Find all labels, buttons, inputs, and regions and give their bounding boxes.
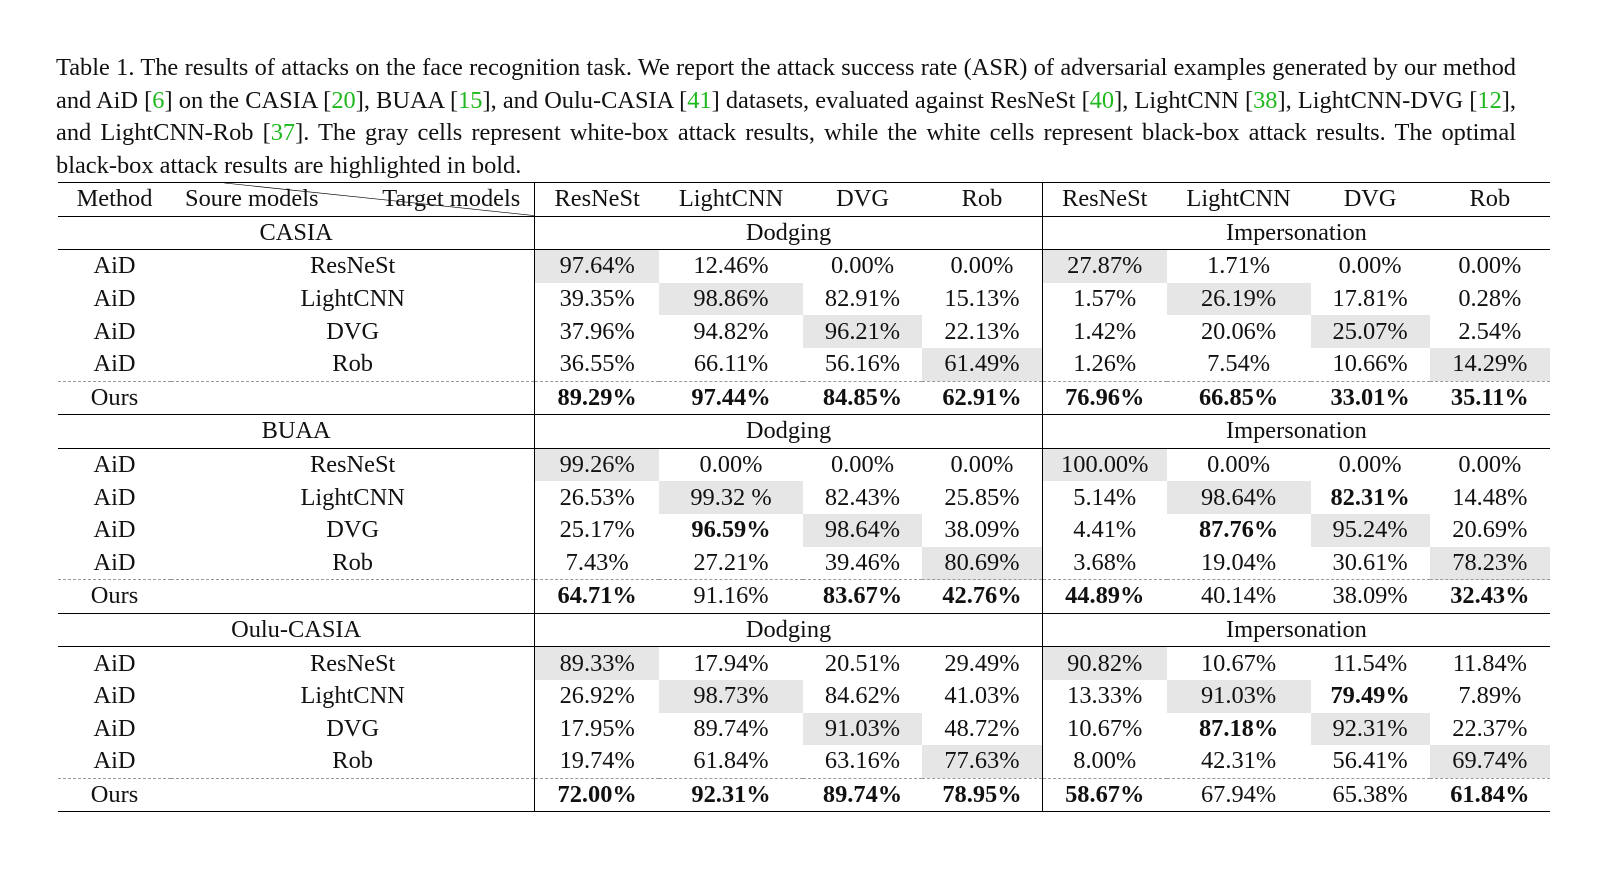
caption-text: ], LightCNN [ xyxy=(1114,86,1254,114)
dataset-label: Oulu-CASIA xyxy=(58,613,535,647)
asr-value-cell: 66.85% xyxy=(1167,381,1311,415)
asr-value-cell: 0.00% xyxy=(831,451,895,479)
asr-value-cell: 97.44% xyxy=(659,381,803,415)
method-cell: AiD xyxy=(93,317,136,345)
asr-value-cell: 61.84% xyxy=(1430,778,1550,812)
asr-value-cell: 98.64% xyxy=(1167,481,1311,514)
asr-value-cell: 39.46% xyxy=(824,548,901,576)
header-model: LightCNN xyxy=(659,183,803,217)
citation-link[interactable]: 12 xyxy=(1477,86,1502,114)
source-model-cell: DVG xyxy=(326,317,380,345)
source-model-cell: DVG xyxy=(326,516,380,544)
asr-value-cell: 89.74% xyxy=(693,714,769,742)
source-model-cell: LightCNN xyxy=(300,483,405,511)
asr-value-cell: 10.67% xyxy=(1200,649,1277,677)
asr-value-cell: 0.00% xyxy=(699,451,763,479)
asr-value-cell: 92.31% xyxy=(659,778,803,812)
asr-value-cell: 72.00% xyxy=(535,778,659,812)
citation-link[interactable]: 38 xyxy=(1253,86,1278,114)
asr-value-cell: 25.85% xyxy=(944,483,1020,511)
method-cell: AiD xyxy=(93,451,136,479)
table-row xyxy=(58,283,1550,316)
asr-value-cell: 64.71% xyxy=(535,580,659,614)
asr-value-cell: 1.71% xyxy=(1207,252,1271,280)
asr-value-cell: 96.21% xyxy=(803,315,922,348)
method-cell: AiD xyxy=(93,483,136,511)
caption-text: ], and Oulu-CASIA [ xyxy=(482,86,688,114)
asr-value-cell: 90.82% xyxy=(1042,647,1166,680)
asr-value-cell: 66.11% xyxy=(693,350,769,378)
method-cell: AiD xyxy=(93,649,136,677)
asr-value-cell: 10.67% xyxy=(1042,713,1166,746)
asr-value-cell: 26.53% xyxy=(535,481,659,514)
asr-value-cell: 7.89% xyxy=(1458,682,1522,710)
asr-value-cell: 56.16% xyxy=(824,350,901,378)
caption-text: ] on the CASIA [ xyxy=(164,86,332,114)
table-row xyxy=(58,448,1550,481)
asr-value-cell: 0.00% xyxy=(1338,252,1402,280)
citation-link[interactable]: 6 xyxy=(152,86,165,114)
asr-value-cell: 42.76% xyxy=(922,580,1042,614)
asr-value-cell: 95.24% xyxy=(1311,514,1430,547)
source-model-cell: LightCNN xyxy=(300,682,405,710)
asr-value-cell: 30.61% xyxy=(1332,548,1408,576)
asr-value-cell: 98.86% xyxy=(659,283,803,316)
asr-value-cell: 83.67% xyxy=(803,580,922,614)
asr-value-cell: 14.29% xyxy=(1430,348,1550,381)
method-cell: Ours xyxy=(58,778,171,812)
asr-value-cell: 26.19% xyxy=(1167,283,1311,316)
asr-value-cell: 11.84% xyxy=(1452,649,1527,677)
header-model: Rob xyxy=(1430,183,1550,217)
asr-value-cell: 15.13% xyxy=(944,285,1020,313)
asr-value-cell: 38.09% xyxy=(944,516,1020,544)
asr-value-cell: 67.94% xyxy=(1167,778,1311,812)
asr-value-cell: 13.33% xyxy=(1042,680,1166,713)
table-row xyxy=(58,481,1550,514)
method-cell: Ours xyxy=(58,381,171,415)
asr-value-cell: 27.87% xyxy=(1042,250,1166,283)
impersonation-label: Impersonation xyxy=(1042,613,1550,647)
asr-value-cell: 69.74% xyxy=(1430,745,1550,778)
table-row xyxy=(58,381,1550,415)
asr-value-cell: 0.00% xyxy=(950,252,1014,280)
asr-value-cell: 27.21% xyxy=(693,548,769,576)
table-row xyxy=(58,745,1550,778)
table-row xyxy=(58,713,1550,746)
impersonation-label: Impersonation xyxy=(1042,415,1550,449)
asr-value-cell: 0.00% xyxy=(1338,451,1402,479)
table-caption xyxy=(56,52,1516,182)
asr-value-cell: 40.14% xyxy=(1167,580,1311,614)
asr-value-cell: 39.35% xyxy=(535,283,659,316)
asr-value-cell: 82.43% xyxy=(824,483,901,511)
caption-text: ] datasets, evaluated against ResNeSt [ xyxy=(711,86,1090,114)
asr-value-cell: 91.03% xyxy=(803,713,922,746)
asr-value-cell: 17.81% xyxy=(1332,285,1408,313)
asr-value-cell: 99.26% xyxy=(535,448,659,481)
header-target-models: Target models xyxy=(382,185,521,212)
citation-link[interactable]: 40 xyxy=(1089,86,1115,114)
asr-value-cell: 26.92% xyxy=(535,680,659,713)
dodging-label: Dodging xyxy=(535,613,1043,647)
asr-value-cell: 48.72% xyxy=(944,714,1020,742)
header-row xyxy=(58,183,1550,217)
source-model-cell: ResNeSt xyxy=(309,649,396,677)
asr-value-cell: 35.11% xyxy=(1430,381,1550,415)
method-cell: AiD xyxy=(93,747,136,775)
asr-value-cell: 36.55% xyxy=(535,348,659,381)
asr-value-cell: 89.33% xyxy=(535,647,659,680)
asr-value-cell: 99.32 % xyxy=(659,481,803,514)
table-row xyxy=(58,250,1550,283)
table-row xyxy=(58,680,1550,713)
asr-value-cell: 1.26% xyxy=(1042,348,1166,381)
asr-value-cell: 8.00% xyxy=(1042,745,1166,778)
asr-value-cell: 17.94% xyxy=(693,649,769,677)
asr-value-cell: 94.82% xyxy=(693,317,769,345)
asr-value-cell: 87.76% xyxy=(1198,516,1279,544)
asr-value-cell: 62.91% xyxy=(922,381,1042,415)
asr-value-cell: 1.42% xyxy=(1042,315,1166,348)
asr-value-cell: 84.62% xyxy=(824,682,901,710)
asr-value-cell: 7.54% xyxy=(1207,350,1271,378)
results-table xyxy=(58,182,1550,812)
asr-value-cell: 29.49% xyxy=(944,649,1020,677)
asr-value-cell: 12.46% xyxy=(693,252,769,280)
header-model: DVG xyxy=(803,183,922,217)
header-diagonal-cell xyxy=(171,183,535,217)
asr-value-cell: 32.43% xyxy=(1430,580,1550,614)
source-model-cell xyxy=(171,580,535,614)
asr-value-cell: 5.14% xyxy=(1042,481,1166,514)
impersonation-label: Impersonation xyxy=(1042,216,1550,250)
dataset-label: CASIA xyxy=(58,216,535,250)
table-row xyxy=(58,580,1550,614)
asr-value-cell: 89.74% xyxy=(803,778,922,812)
method-cell: AiD xyxy=(93,516,136,544)
asr-value-cell: 61.49% xyxy=(922,348,1042,381)
asr-value-cell: 96.59% xyxy=(691,516,771,544)
asr-value-cell: 79.49% xyxy=(1330,682,1410,710)
caption-text: ]. The gray cells represent white-box attack results, while the white cells represent black-box attack results. The optimal black-box attack results are highlighted in bold. xyxy=(56,119,1517,179)
asr-value-cell: 98.64% xyxy=(803,514,922,547)
header-source-models: Soure models xyxy=(185,184,319,212)
table-row xyxy=(58,514,1550,547)
method-cell: Ours xyxy=(58,580,171,614)
asr-value-cell: 3.68% xyxy=(1042,547,1166,580)
header-model: ResNeSt xyxy=(1042,183,1166,217)
section-header-row xyxy=(58,415,1550,449)
source-model-cell: LightCNN xyxy=(300,285,405,313)
asr-value-cell: 0.28% xyxy=(1458,285,1522,313)
source-model-cell: Rob xyxy=(332,350,373,378)
asr-value-cell: 0.00% xyxy=(1458,451,1522,479)
asr-value-cell: 4.41% xyxy=(1042,514,1166,547)
asr-value-cell: 80.69% xyxy=(922,547,1042,580)
caption-text: ], and LightCNN-Rob [ xyxy=(56,86,1517,147)
asr-value-cell: 22.37% xyxy=(1452,714,1528,742)
asr-value-cell: 2.54% xyxy=(1458,317,1522,345)
asr-value-cell: 82.31% xyxy=(1330,483,1410,511)
asr-value-cell: 41.03% xyxy=(944,682,1020,710)
asr-value-cell: 78.23% xyxy=(1430,547,1550,580)
method-cell: AiD xyxy=(93,682,136,710)
header-model: DVG xyxy=(1311,183,1430,217)
asr-value-cell: 14.48% xyxy=(1452,483,1528,511)
source-model-cell: DVG xyxy=(326,714,380,742)
asr-value-cell: 20.69% xyxy=(1452,516,1528,544)
dataset-label: BUAA xyxy=(58,415,535,449)
header-model: LightCNN xyxy=(1167,183,1311,217)
asr-value-cell: 37.96% xyxy=(535,315,659,348)
asr-value-cell: 61.84% xyxy=(693,747,769,775)
asr-value-cell: 56.41% xyxy=(1332,747,1408,775)
asr-value-cell: 22.13% xyxy=(944,317,1020,345)
table-row xyxy=(58,547,1550,580)
asr-value-cell: 87.18% xyxy=(1198,714,1279,742)
asr-value-cell: 7.43% xyxy=(535,547,659,580)
caption-text: Table 1. The results of attacks on the face recognition task. We report the attack success rate (ASR) of adversarial examples generated by our method and AiD [ xyxy=(56,54,1516,114)
method-cell: AiD xyxy=(93,252,136,280)
asr-value-cell: 20.06% xyxy=(1200,317,1277,345)
asr-value-cell: 17.95% xyxy=(535,713,659,746)
citation-link[interactable]: 20 xyxy=(331,86,356,114)
asr-value-cell: 25.17% xyxy=(535,514,659,547)
asr-value-cell: 78.95% xyxy=(922,778,1042,812)
asr-value-cell: 20.51% xyxy=(824,649,901,677)
source-model-cell: Rob xyxy=(332,548,373,576)
method-cell: AiD xyxy=(93,714,136,742)
asr-value-cell: 19.74% xyxy=(535,745,659,778)
citation-link[interactable]: 41 xyxy=(687,86,712,114)
asr-value-cell: 65.38% xyxy=(1311,778,1430,812)
method-cell: AiD xyxy=(93,548,136,576)
caption-text: ], BUAA [ xyxy=(355,86,459,114)
asr-value-cell: 0.00% xyxy=(950,451,1014,479)
source-model-cell: Rob xyxy=(332,747,373,775)
table-row xyxy=(58,778,1550,812)
source-model-cell: ResNeSt xyxy=(309,451,396,479)
asr-value-cell: 1.57% xyxy=(1042,283,1166,316)
asr-value-cell: 92.31% xyxy=(1311,713,1430,746)
method-cell: AiD xyxy=(93,350,136,378)
asr-value-cell: 82.91% xyxy=(824,285,901,313)
source-model-cell: ResNeSt xyxy=(309,252,396,280)
asr-value-cell: 63.16% xyxy=(824,747,901,775)
asr-value-cell: 11.54% xyxy=(1332,649,1408,677)
caption-text: ], LightCNN-DVG [ xyxy=(1277,86,1478,114)
asr-value-cell: 89.29% xyxy=(535,381,659,415)
asr-value-cell: 98.73% xyxy=(659,680,803,713)
asr-value-cell: 77.63% xyxy=(922,745,1042,778)
asr-value-cell: 38.09% xyxy=(1311,580,1430,614)
section-header-row xyxy=(58,216,1550,250)
asr-value-cell: 42.31% xyxy=(1200,747,1277,775)
asr-value-cell: 33.01% xyxy=(1311,381,1430,415)
section-header-row xyxy=(58,613,1550,647)
asr-value-cell: 91.16% xyxy=(659,580,803,614)
asr-value-cell: 19.04% xyxy=(1200,548,1277,576)
citation-link[interactable]: 37 xyxy=(270,119,296,147)
table-row xyxy=(58,315,1550,348)
asr-value-cell: 58.67% xyxy=(1042,778,1166,812)
asr-value-cell: 0.00% xyxy=(1207,451,1271,479)
asr-value-cell: 100.00% xyxy=(1042,448,1166,481)
source-model-cell xyxy=(171,778,535,812)
asr-value-cell: 44.89% xyxy=(1042,580,1166,614)
header-model: Rob xyxy=(922,183,1042,217)
method-cell: AiD xyxy=(93,285,136,313)
asr-value-cell: 91.03% xyxy=(1167,680,1311,713)
asr-value-cell: 0.00% xyxy=(831,252,895,280)
asr-value-cell: 97.64% xyxy=(535,250,659,283)
table-row xyxy=(58,348,1550,381)
asr-value-cell: 0.00% xyxy=(1458,252,1522,280)
table-row xyxy=(58,647,1550,680)
citation-link[interactable]: 15 xyxy=(458,86,483,114)
source-model-cell xyxy=(171,381,535,415)
dodging-label: Dodging xyxy=(535,415,1043,449)
asr-value-cell: 76.96% xyxy=(1042,381,1166,415)
dodging-label: Dodging xyxy=(535,216,1043,250)
asr-value-cell: 84.85% xyxy=(803,381,922,415)
asr-value-cell: 25.07% xyxy=(1311,315,1430,348)
asr-value-cell: 10.66% xyxy=(1332,350,1408,378)
header-model: ResNeSt xyxy=(535,183,659,217)
header-method: Method xyxy=(58,183,171,217)
